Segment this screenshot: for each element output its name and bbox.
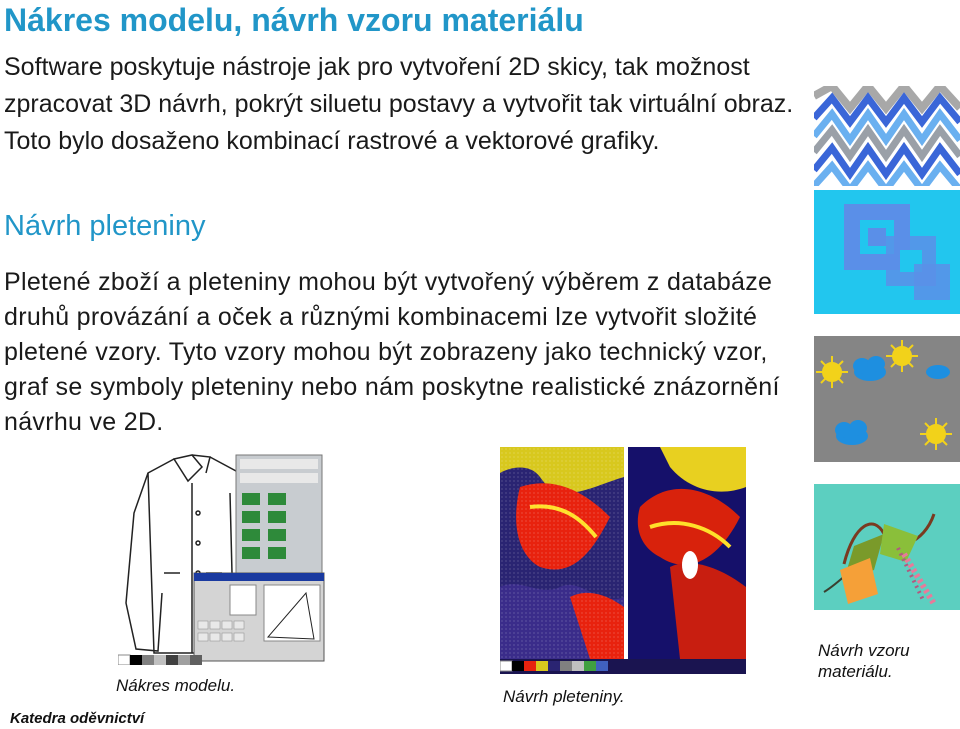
department-footer: Katedra oděvnictví [10, 710, 145, 727]
pattern-design-caption: Návrh vzoru materiálu. [818, 641, 910, 681]
model-sketch-image [118, 453, 328, 665]
model-sketch-caption: Nákres modelu. [116, 676, 236, 695]
zigzag-pattern-image [814, 86, 960, 186]
section-subtitle: Návrh pleteniny [4, 210, 206, 242]
page-title: Nákres modelu, návrh vzoru materiálu [4, 2, 584, 38]
floral-pattern-image [814, 484, 960, 610]
knit-paragraph: Pletené zboží a pleteniny mohou být vytvořený výběrem z databáze druhů provázání a oček a různými kombinacemi lze vytvořit složité pletené vzory. Tyto vzory mohou být zobrazeny jako technický vzor, graf se symboly pleteniny nebo nám poskytne realistické znázornění návrhu ve 2D. [4, 268, 780, 436]
knit-design-caption: Návrh pleteniny. [503, 687, 625, 706]
knit-design-image [500, 447, 746, 674]
sun-cloud-pattern-image [814, 336, 960, 462]
squares-pattern-image [814, 190, 960, 314]
intro-paragraph: Software poskytuje nástroje jak pro vytvoření 2D skicy, tak možnost zpracovat 3D návrh, pokrýt siluetu postavy a vytvořit tak virtuální obraz. Toto bylo dosaženo kombinací rastrové a vektorové grafiky. [4, 53, 794, 155]
